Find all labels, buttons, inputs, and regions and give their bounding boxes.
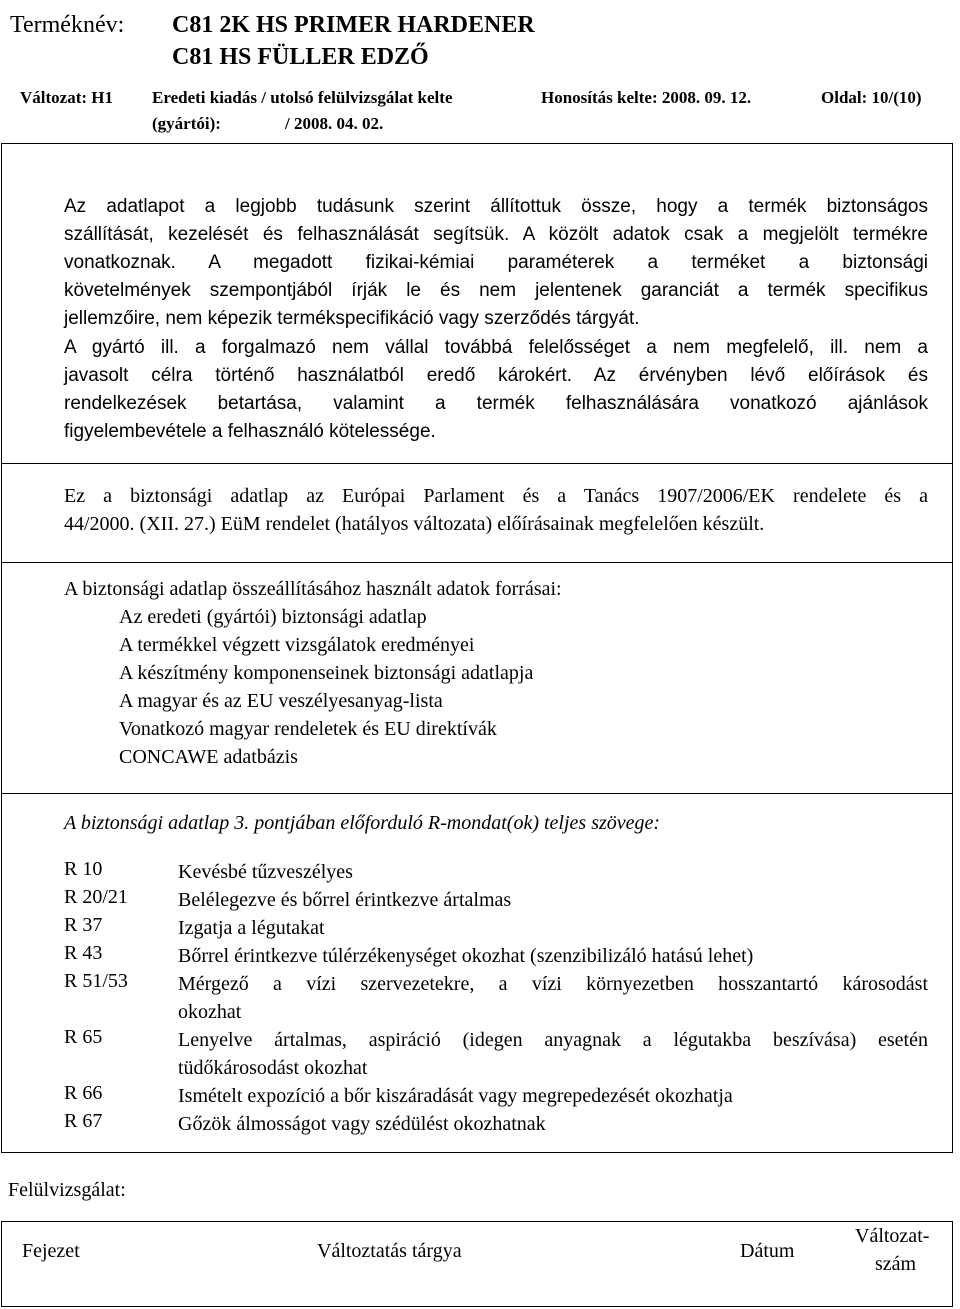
original-issue-date: / 2008. 04. 02. [285, 114, 384, 133]
r-text: Kevésbé tűzveszélyes [178, 861, 353, 883]
divider [1, 793, 953, 794]
regulation-paragraph [64, 482, 928, 538]
r-phrases-title: A biztonsági adatlap 3. pontjában előforduló R-mondat(ok) teljes szövege: [64, 812, 661, 834]
r-code: R 65 [64, 1026, 103, 1048]
col-version-header-2: szám [875, 1253, 917, 1275]
col-date-header: Dátum [740, 1240, 795, 1262]
page-number: Oldal: 10/(10) [821, 88, 922, 107]
liability-line: javasolt célra történő használatból eredő károkért. Az érvényben lévő előírások és [64, 365, 928, 386]
regulation-line: 44/2000. (XII. 27.) EüM rendelet (hatályos változata) előírásainak megfelelően készült. [64, 513, 765, 535]
revision-label: Felülvizsgálat: [8, 1179, 126, 1201]
product-name-label: Terméknév: [10, 12, 125, 38]
version-label: Változat: H1 [20, 88, 114, 107]
source-item: CONCAWE adatbázis [119, 746, 298, 768]
r-code: R 37 [64, 914, 103, 936]
disclaimer-line: vonatkoznak. A megadott fizikai-kémiai paraméterek a terméket a biztonsági [64, 252, 928, 273]
r-text: Izgatja a légutakat [178, 917, 325, 939]
r-text: Bőrrel érintkezve túlérzékenységet okozhat (szenzibilizáló hatású lehet) [178, 945, 754, 967]
source-item: Az eredeti (gyártói) biztonsági adatlap [119, 606, 427, 628]
source-item: Vonatkozó magyar rendeletek és EU direktívák [119, 718, 497, 740]
r-text: Gőzök álmosságot vagy szédülést okozhatnak [178, 1113, 546, 1135]
col-subject-header: Változtatás tárgya [317, 1240, 462, 1262]
regulation-line: Ez a biztonsági adatlap az Európai Parlament és a Tanács 1907/2006/EK rendelete és a [64, 485, 928, 507]
r-code: R 20/21 [64, 886, 128, 908]
r-text: Mérgező a vízi szervezetekre, a vízi környezetben hosszantartó károsodást [178, 973, 928, 995]
disclaimer-line: követelmények szempontjából írják le és nem jelentenek garanciát a termék specifikus [64, 280, 928, 301]
liability-line: figyelembevétele a felhasználó kötelessége. [64, 421, 436, 442]
source-item: A termékkel végzett vizsgálatok eredményei [119, 634, 475, 656]
divider [1, 562, 953, 563]
disclaimer-line: jellemzőire, nem képezik termékspecifikáció vagy szerződés tárgyát. [64, 308, 640, 329]
liability-line: rendelkezések betartása, valamint a termék felhasználására vonatkozó ajánlások [64, 393, 928, 414]
product-name-2: C81 HS FÜLLER EDZŐ [172, 44, 429, 70]
disclaimer-line: Az adatlapot a legjobb tudásunk szerint állítottuk össze, hogy a termék biztonságos [64, 196, 928, 217]
original-issue-label: Eredeti kiadás / utolsó felülvizsgálat kelte [152, 88, 453, 107]
r-code: R 51/53 [64, 970, 128, 992]
disclaimer-paragraph [64, 193, 928, 333]
r-code: R 10 [64, 858, 103, 880]
r-text-continued: okozhat [178, 1001, 242, 1023]
sources-title: A biztonsági adatlap összeállításához használt adatok forrásai: [64, 578, 562, 600]
divider [1, 463, 953, 464]
col-chapter-header: Fejezet [22, 1240, 80, 1262]
r-text: Ismételt expozíció a bőr kiszáradását vagy megrepedezését okozhatja [178, 1085, 733, 1107]
r-text-continued: tüdőkárosodást okozhat [178, 1057, 368, 1079]
r-code: R 67 [64, 1110, 103, 1132]
localization-date: Honosítás kelte: 2008. 09. 12. [541, 88, 752, 107]
disclaimer-line: szállítását, kezelését és felhasználását segítsük. A közölt adatok csak a megjelölt termékre [64, 224, 928, 245]
source-item: A készítmény komponenseinek biztonsági adatlapja [119, 662, 534, 684]
r-text: Belélegezve és bőrrel érintkezve ártalmas [178, 889, 512, 911]
revision-table [1, 1221, 953, 1307]
liability-line: A gyártó ill. a forgalmazó nem vállal továbbá felelősséget a nem megfelelő, ill. nem a [64, 337, 928, 358]
original-issue-label-2: (gyártói): [152, 114, 221, 133]
r-code: R 66 [64, 1082, 103, 1104]
r-text: Lenyelve ártalmas, aspiráció (idegen anyagnak a légutakba beszívása) esetén [178, 1029, 928, 1051]
source-item: A magyar és az EU veszélyesanyag-lista [119, 690, 443, 712]
liability-paragraph [64, 334, 928, 446]
product-name-1: C81 2K HS PRIMER HARDENER [172, 12, 535, 38]
r-code: R 43 [64, 942, 103, 964]
col-version-header-1: Változat- [855, 1225, 930, 1247]
